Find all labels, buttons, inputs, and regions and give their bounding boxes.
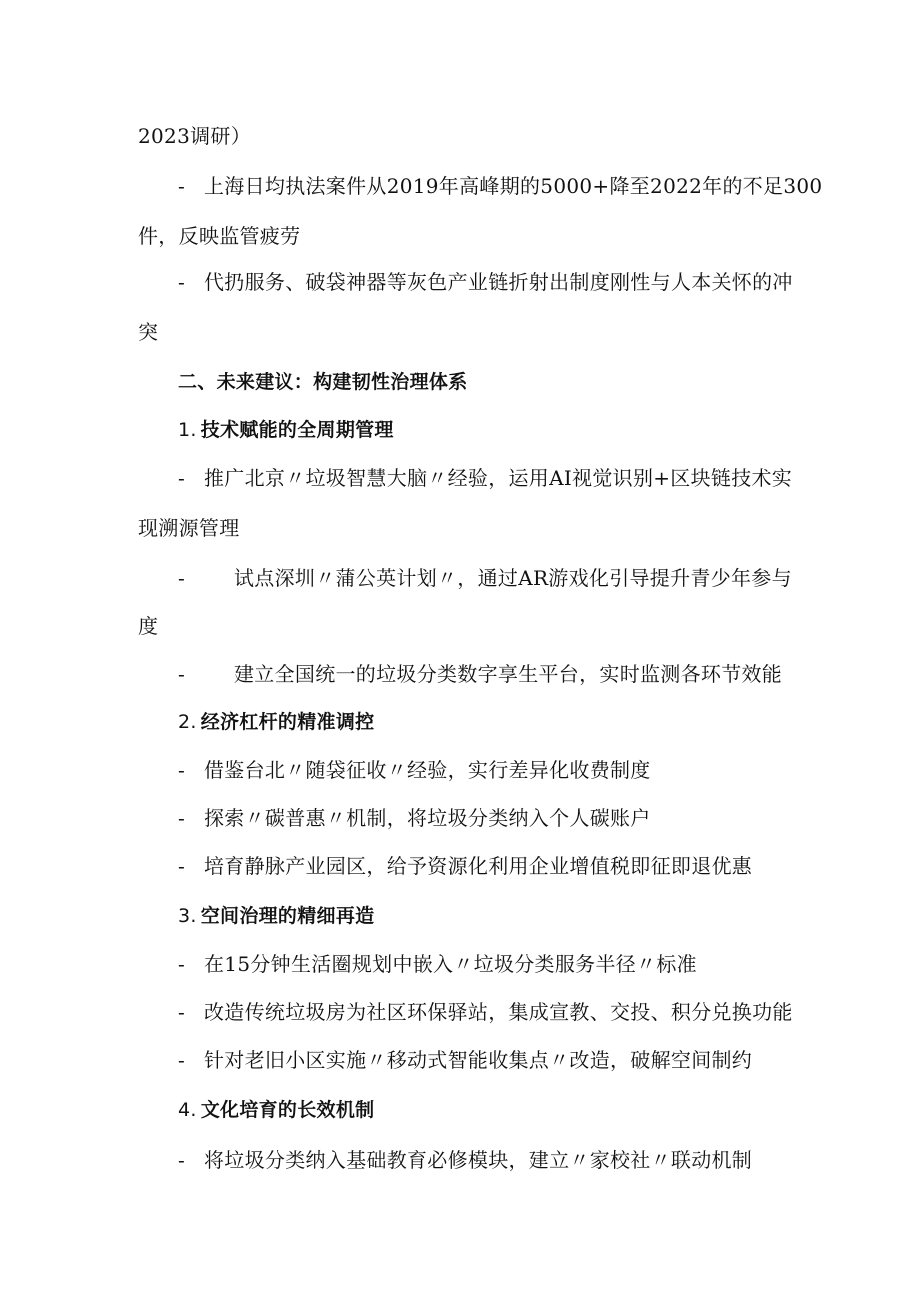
dash-marker: - bbox=[178, 466, 186, 490]
dash-marker: - bbox=[178, 1048, 186, 1072]
bullet-text: 将垃圾分类纳入基础教育必修模块，建立〃家校社〃联动机制 bbox=[204, 1148, 753, 1172]
bullet-line bbox=[178, 852, 752, 880]
subsection-title: 空间治理的精细再造 bbox=[200, 905, 375, 927]
subsection-heading-4 bbox=[178, 1096, 374, 1124]
bullet-line bbox=[178, 950, 697, 978]
subsection-heading-3 bbox=[178, 902, 374, 930]
bullet-continuation: 突 bbox=[138, 320, 159, 344]
bullet-continuation: 现溯源管理 bbox=[138, 516, 240, 540]
bullet-text: 推广北京〃垃圾智慧大脑〃经验，运用AI视觉识别+区块链技术实 bbox=[204, 466, 793, 490]
subsection-title: 技术赋能的全周期管理 bbox=[200, 419, 394, 441]
bullet-continuation: 件，反映监管疲劳 bbox=[138, 224, 301, 248]
subsection-heading-1 bbox=[178, 416, 394, 444]
section-heading: 二、未来建议：构建韧性治理体系 bbox=[178, 371, 468, 393]
bullet-line bbox=[178, 998, 793, 1026]
subsection-heading-2 bbox=[178, 708, 374, 736]
paragraph-line: 2023调研） bbox=[138, 124, 251, 148]
dash-marker: - bbox=[178, 952, 186, 976]
subsection-number: 3. bbox=[178, 905, 197, 927]
subsection-number: 4. bbox=[178, 1099, 197, 1121]
subsection-number: 1. bbox=[178, 419, 197, 441]
bullet-line bbox=[178, 804, 651, 832]
bullet-line bbox=[178, 1046, 752, 1074]
subsection-title: 文化培育的长效机制 bbox=[200, 1099, 375, 1121]
bullet-continuation: 度 bbox=[138, 614, 159, 638]
bullet-line bbox=[178, 464, 792, 492]
dash-marker: - bbox=[178, 854, 186, 878]
dash-marker: - bbox=[178, 758, 186, 782]
bullet-text: 针对老旧小区实施〃移动式智能收集点〃改造，破解空间制约 bbox=[204, 1048, 753, 1072]
dash-marker: - bbox=[178, 1000, 186, 1024]
bullet-line bbox=[178, 172, 822, 200]
bullet-text: 试点深圳〃蒲公英计划〃，通过AR游戏化引导提升青少年参与 bbox=[234, 566, 792, 590]
bullet-text: 建立全国统一的垃圾分类数字享生平台，实时监测各环节效能 bbox=[234, 662, 783, 686]
bullet-line bbox=[178, 1146, 752, 1174]
bullet-line bbox=[178, 660, 782, 688]
bullet-text: 上海日均执法案件从2019年高峰期的5000+降至2022年的不足300 bbox=[204, 174, 823, 198]
bullet-line bbox=[178, 268, 793, 296]
bullet-text: 在15分钟生活圈规划中嵌入〃垃圾分类服务半径〃标准 bbox=[204, 952, 697, 976]
subsection-title: 经济杠杆的精准调控 bbox=[200, 711, 375, 733]
bullet-text: 探索〃碳普惠〃机制，将垃圾分类纳入个人碳账户 bbox=[204, 806, 651, 830]
bullet-text: 代扔服务、破袋神器等灰色产业链折射出制度刚性与人本关怀的冲 bbox=[204, 270, 793, 294]
dash-marker: - bbox=[178, 174, 186, 198]
dash-marker: - bbox=[178, 566, 186, 590]
dash-marker: - bbox=[178, 1148, 186, 1172]
bullet-line bbox=[178, 564, 792, 592]
subsection-number: 2. bbox=[178, 711, 197, 733]
dash-marker: - bbox=[178, 270, 186, 294]
bullet-line bbox=[178, 756, 651, 784]
bullet-text: 借鉴台北〃随袋征收〃经验，实行差异化收费制度 bbox=[204, 758, 651, 782]
bullet-text: 改造传统垃圾房为社区环保驿站，集成宣教、交投、积分兑换功能 bbox=[204, 1000, 793, 1024]
dash-marker: - bbox=[178, 662, 186, 686]
dash-marker: - bbox=[178, 806, 186, 830]
bullet-text: 培育静脉产业园区，给予资源化利用企业增值税即征即退优惠 bbox=[204, 854, 753, 878]
